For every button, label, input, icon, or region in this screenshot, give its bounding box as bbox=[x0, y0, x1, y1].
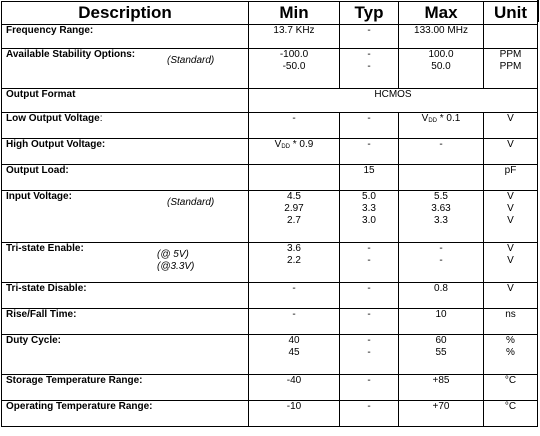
row-condition: (@ 5V) bbox=[157, 249, 189, 260]
row-min: 3.6 2.2 bbox=[249, 243, 340, 283]
row-typ: - bbox=[340, 309, 399, 335]
table-row bbox=[2, 335, 538, 375]
table-row bbox=[2, 139, 538, 165]
table-row bbox=[2, 49, 538, 89]
row-typ: - bbox=[340, 375, 399, 401]
table-row bbox=[2, 89, 538, 113]
row-min: 13.7 KHz bbox=[249, 25, 340, 49]
row-max: +70 bbox=[399, 401, 484, 427]
row-unit bbox=[484, 25, 538, 49]
row-unit: °C bbox=[484, 375, 538, 401]
row-unit: V V V bbox=[484, 191, 538, 243]
header-unit: Unit bbox=[484, 2, 538, 25]
spec-table bbox=[1, 1, 538, 427]
row-min bbox=[249, 165, 340, 191]
row-min: VDD * 0.9 bbox=[249, 139, 340, 165]
row-unit: ns bbox=[484, 309, 538, 335]
row-label: Rise/Fall Time: bbox=[2, 309, 249, 335]
row-label: Low Output Voltage: bbox=[2, 113, 249, 139]
row-max: +85 bbox=[399, 375, 484, 401]
row-label: Operating Temperature Range: bbox=[2, 401, 249, 427]
row-unit: PPM PPM bbox=[484, 49, 538, 89]
row-unit: V bbox=[484, 139, 538, 165]
row-label: Frequency Range: bbox=[2, 25, 249, 49]
row-min: 40 45 bbox=[249, 335, 340, 375]
row-min: -100.0 -50.0 bbox=[249, 49, 340, 89]
row-output-format-value: HCMOS bbox=[249, 89, 538, 113]
table-row bbox=[2, 191, 538, 243]
row-max: 133.00 MHz bbox=[399, 25, 484, 49]
row-condition: (Standard) bbox=[167, 55, 215, 66]
row-typ: - bbox=[340, 283, 399, 309]
row-typ: - - bbox=[340, 243, 399, 283]
row-label: Tri-state Disable: bbox=[2, 283, 249, 309]
header-description: Description bbox=[2, 2, 249, 25]
row-label: Output Format bbox=[2, 89, 249, 113]
table-row bbox=[2, 243, 538, 283]
row-label: Available Stability Options: (Standard) bbox=[2, 49, 249, 89]
row-condition: (Standard) bbox=[167, 197, 215, 208]
row-typ: 15 bbox=[340, 165, 399, 191]
row-label: Input Voltage: (Standard) bbox=[2, 191, 249, 243]
table-row bbox=[2, 113, 538, 139]
table-row bbox=[2, 165, 538, 191]
row-min: -10 bbox=[249, 401, 340, 427]
row-max: VDD * 0.1 bbox=[399, 113, 484, 139]
row-max: 0.8 bbox=[399, 283, 484, 309]
right-edge-bar bbox=[537, 0, 539, 22]
table-row bbox=[2, 25, 538, 49]
row-unit: V bbox=[484, 283, 538, 309]
row-max: 5.5 3.63 3.3 bbox=[399, 191, 484, 243]
row-unit: pF bbox=[484, 165, 538, 191]
row-max: - - bbox=[399, 243, 484, 283]
row-label: Output Load: bbox=[2, 165, 249, 191]
table-row bbox=[2, 309, 538, 335]
row-unit: % % bbox=[484, 335, 538, 375]
row-min: - bbox=[249, 309, 340, 335]
row-typ: 5.0 3.3 3.0 bbox=[340, 191, 399, 243]
row-min: -40 bbox=[249, 375, 340, 401]
row-unit: V V bbox=[484, 243, 538, 283]
row-label: High Output Voltage: bbox=[2, 139, 249, 165]
row-unit: V bbox=[484, 113, 538, 139]
row-label: Tri-state Enable: (@ 5V) (@3.3V) bbox=[2, 243, 249, 283]
row-typ: - bbox=[340, 25, 399, 49]
row-min: 4.5 2.97 2.7 bbox=[249, 191, 340, 243]
row-max bbox=[399, 165, 484, 191]
row-typ: - - bbox=[340, 49, 399, 89]
row-typ: - - bbox=[340, 335, 399, 375]
header-max: Max bbox=[399, 2, 484, 25]
row-label: Duty Cycle: bbox=[2, 335, 249, 375]
table-row bbox=[2, 375, 538, 401]
header-min: Min bbox=[249, 2, 340, 25]
row-min: - bbox=[249, 283, 340, 309]
row-typ: - bbox=[340, 401, 399, 427]
row-typ: - bbox=[340, 113, 399, 139]
row-max: - bbox=[399, 139, 484, 165]
header-row bbox=[2, 2, 538, 25]
header-typ: Typ bbox=[340, 2, 399, 25]
row-max: 60 55 bbox=[399, 335, 484, 375]
row-min: - bbox=[249, 113, 340, 139]
table-row bbox=[2, 401, 538, 427]
row-label: Storage Temperature Range: bbox=[2, 375, 249, 401]
row-max: 10 bbox=[399, 309, 484, 335]
row-condition: (@3.3V) bbox=[157, 261, 195, 272]
row-typ: - bbox=[340, 139, 399, 165]
row-max: 100.0 50.0 bbox=[399, 49, 484, 89]
table-row bbox=[2, 283, 538, 309]
row-unit: °C bbox=[484, 401, 538, 427]
